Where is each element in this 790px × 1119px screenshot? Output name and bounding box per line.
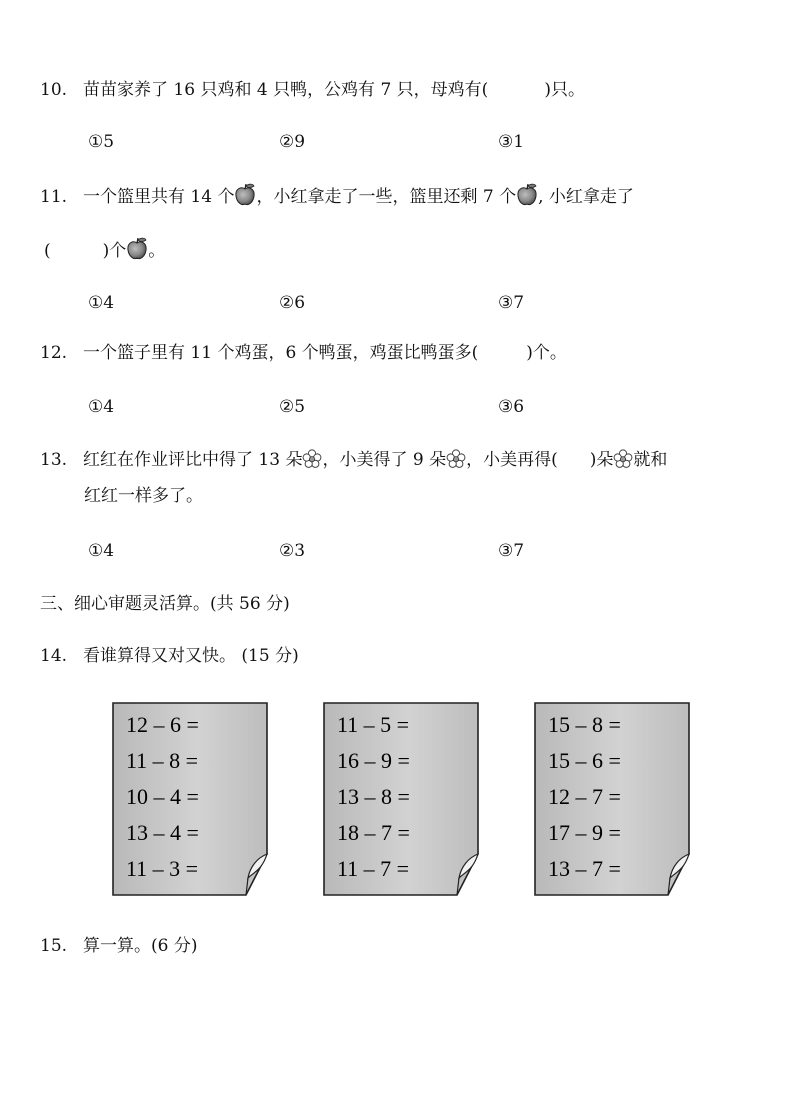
question-10 bbox=[40, 78, 585, 102]
equation: 11 – 8 = bbox=[126, 748, 199, 773]
worksheet-card-1 bbox=[112, 702, 268, 896]
question-number: 11. bbox=[40, 187, 68, 207]
question-text-end: 。 bbox=[148, 241, 166, 261]
equation: 12 – 6 = bbox=[126, 712, 199, 737]
equation: 13 – 4 = bbox=[126, 820, 199, 845]
worksheet-card-3 bbox=[534, 702, 690, 896]
question-number: 12. bbox=[40, 343, 68, 363]
question-text: ，小红拿走了一些，篮里还剩 7 个 bbox=[256, 187, 517, 207]
option-3[interactable]: ③7 bbox=[498, 293, 525, 313]
question-number: 13. bbox=[40, 450, 68, 470]
option-1[interactable]: ①4 bbox=[88, 541, 115, 561]
flower-icon bbox=[302, 449, 322, 469]
equation: 11 – 3 = bbox=[126, 856, 199, 881]
equation: 10 – 4 = bbox=[126, 784, 199, 809]
equation: 13 – 8 = bbox=[337, 784, 410, 809]
question-text: 就和 bbox=[633, 450, 668, 470]
apple-icon bbox=[126, 237, 148, 261]
question-text: 红红在作业评比中得了 13 朵 bbox=[83, 450, 303, 470]
question-text: 算一算。(6 分) bbox=[83, 936, 198, 956]
section-heading: 三、细心审题灵活算。(共 56 分) bbox=[40, 594, 290, 614]
equation: 16 – 9 = bbox=[337, 748, 410, 773]
option-3[interactable]: ③7 bbox=[498, 541, 525, 561]
apple-icon bbox=[234, 183, 256, 207]
worksheet-card-2 bbox=[323, 702, 479, 896]
option-1[interactable]: ①4 bbox=[88, 293, 115, 313]
equation: 17 – 9 = bbox=[548, 820, 621, 845]
option-2[interactable]: ②9 bbox=[279, 132, 306, 152]
option-3[interactable]: ③1 bbox=[498, 132, 525, 152]
flower-icon bbox=[613, 449, 633, 469]
question-11-line2 bbox=[44, 237, 165, 263]
question-13-line2: 红红一样多了。 bbox=[84, 486, 203, 506]
question-14 bbox=[40, 644, 299, 668]
equation: 12 – 7 = bbox=[548, 784, 621, 809]
question-text: ，小美再得( bbox=[466, 450, 558, 470]
question-number: 15. bbox=[40, 936, 68, 956]
option-1[interactable]: ①4 bbox=[88, 397, 115, 417]
question-15 bbox=[40, 934, 197, 958]
option-1[interactable]: ①5 bbox=[88, 132, 115, 152]
question-text: ，小美得了 9 朵 bbox=[322, 450, 447, 470]
question-number: 10. bbox=[40, 80, 68, 100]
question-text: )个 bbox=[102, 241, 127, 261]
equation: 11 – 7 = bbox=[337, 856, 410, 881]
question-text: 苗苗家养了 16 只鸡和 4 只鸭，公鸡有 7 只，母鸡有( bbox=[83, 80, 489, 100]
question-text-end: )个。 bbox=[526, 343, 567, 363]
question-text-end: )只。 bbox=[544, 80, 585, 100]
flower-icon bbox=[446, 449, 466, 469]
equation: 11 – 5 = bbox=[337, 712, 410, 737]
equation: 15 – 8 = bbox=[548, 712, 621, 737]
question-text: 一个篮子里有 11 个鸡蛋，6 个鸭蛋，鸡蛋比鸭蛋多( bbox=[83, 343, 479, 363]
question-text: )朵 bbox=[589, 450, 614, 470]
equation: 13 – 7 = bbox=[548, 856, 621, 881]
question-number: 14. bbox=[40, 646, 68, 666]
equation: 15 – 6 = bbox=[548, 748, 621, 773]
paren-open: ( bbox=[44, 241, 51, 261]
question-13 bbox=[40, 448, 667, 472]
option-3[interactable]: ③6 bbox=[498, 397, 525, 417]
option-2[interactable]: ②6 bbox=[279, 293, 306, 313]
apple-icon bbox=[516, 183, 538, 207]
option-2[interactable]: ②3 bbox=[279, 541, 306, 561]
question-11 bbox=[40, 183, 634, 209]
equation: 18 – 7 = bbox=[337, 820, 410, 845]
question-text: 看谁算得又对又快。 (15 分) bbox=[83, 646, 299, 666]
question-text: 一个篮里共有 14 个 bbox=[83, 187, 235, 207]
question-text: , 小红拿走了 bbox=[538, 187, 634, 207]
option-2[interactable]: ②5 bbox=[279, 397, 306, 417]
question-12 bbox=[40, 341, 567, 365]
